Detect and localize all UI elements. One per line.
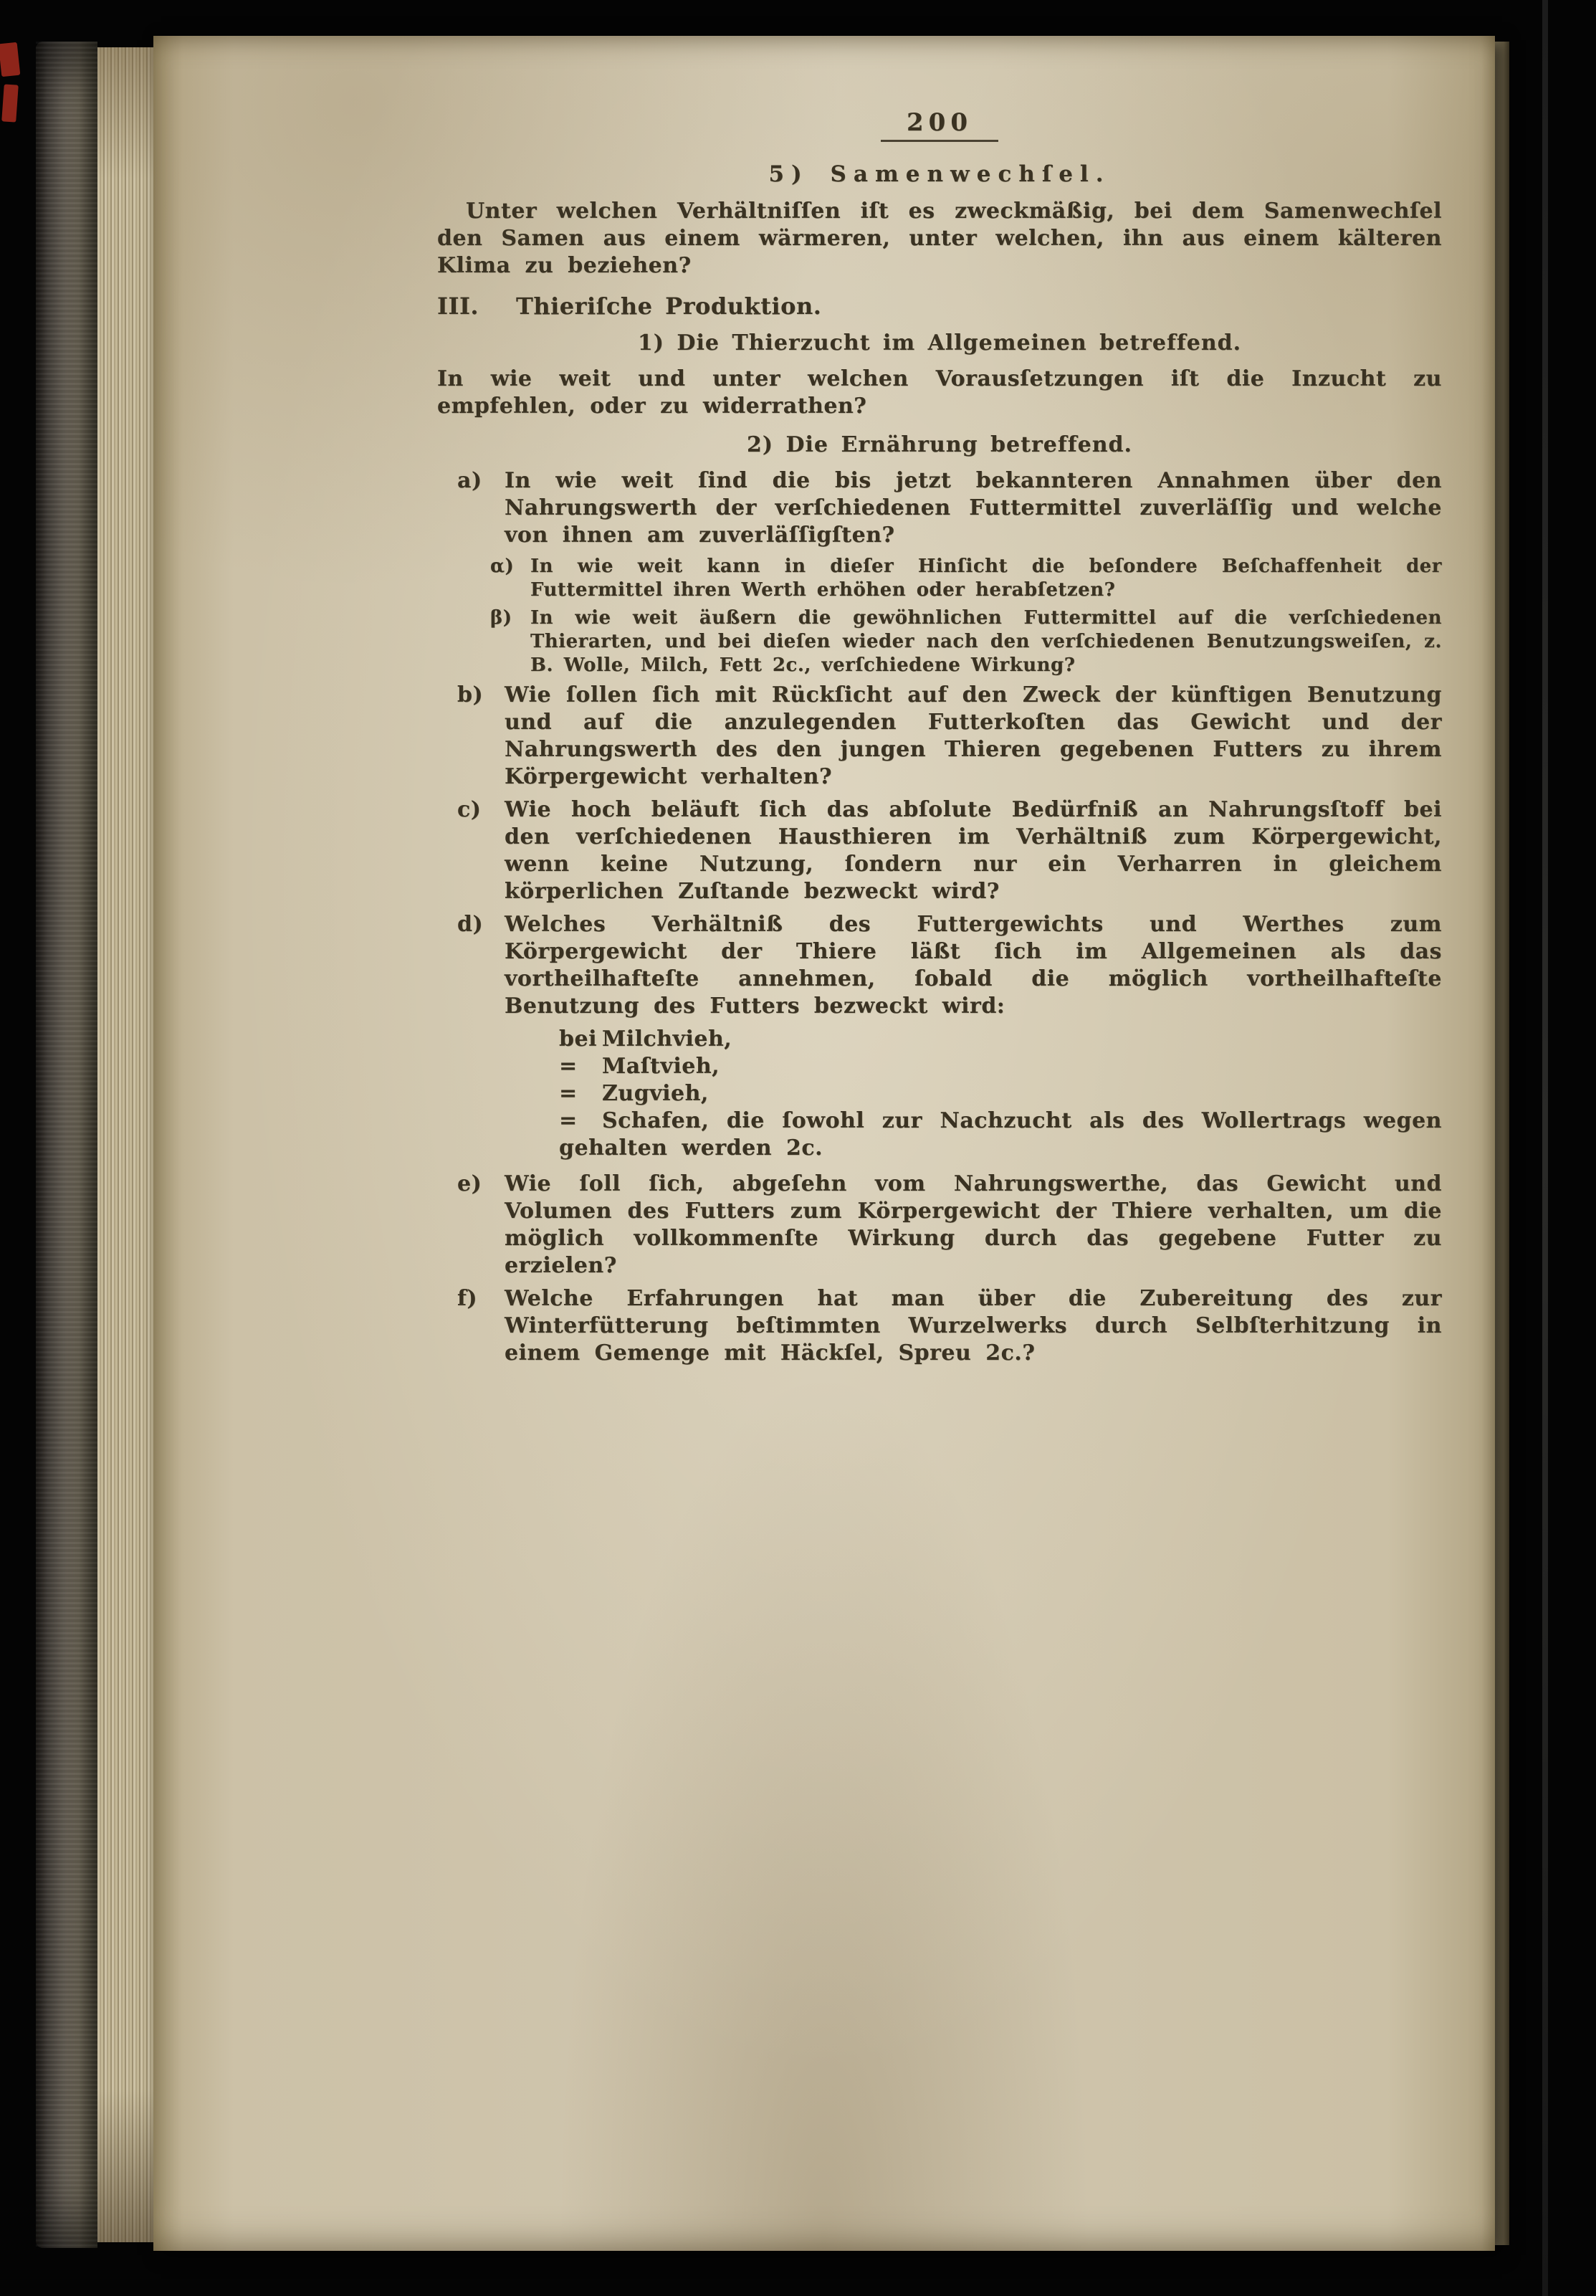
paragraph-inzucht: In wie weit und unter welchen Vorausſetzungen iſt die Inzucht zu empfehlen, oder zu widerrathen? xyxy=(437,366,1442,419)
list-label-ditto-1: = xyxy=(559,1054,578,1079)
item-text-alpha: In wie weit kann in dieſer Hinſicht die beſondere Beſchaffenheit der Futtermittel ihren Werth erhöhen oder herabſetzen? xyxy=(530,556,1442,601)
question-item-b xyxy=(437,682,1442,791)
list-text-mastvieh: Maſtvieh, xyxy=(602,1054,720,1079)
under-page-edge xyxy=(1495,42,1509,2245)
question-item-alpha xyxy=(437,555,1442,602)
list-item-schafen xyxy=(437,1107,1442,1162)
page-number-row xyxy=(437,109,1442,142)
list-label-bei: bei xyxy=(559,1026,597,1052)
section-title xyxy=(437,292,1442,320)
page-text-block xyxy=(437,109,1442,1373)
question-item-f xyxy=(437,1285,1442,1367)
list-label-ditto-2: = xyxy=(559,1081,578,1106)
item-text-e: Wie ſoll ſich, abgeſehn vom Nahrungswerthe, das Gewicht und Volumen des Futters zum Körpergewicht der Thiere verhalten, um die möglich vollkommenſte Wirkung durch das gegebene Futter zu erzielen? xyxy=(505,1171,1442,1278)
item-text-f: Welche Erfahrungen hat man über die Zubereitung des zur Winterfütterung beſtimmten Wurzelwerks durch Selbſterhitzung in einem Gemenge mit Häckſel, Spreu 2c.? xyxy=(505,1286,1442,1366)
list-text-schafen: Schafen, die ſowohl zur Nachzucht als des Wollertrags wegen gehalten werden 2c. xyxy=(559,1108,1442,1161)
item-label-c: c) xyxy=(457,797,482,822)
item-text-c: Wie hoch beläuft ſich das abſolute Bedürfniß an Nahrungsſtoff bei den verſchiedenen Hausthieren im Verhältniß zum Körpergewicht, wenn keine Nutzung, ſondern nur ein Verharren in gleichem körperlichen Zuſtande bezweckt wird? xyxy=(505,797,1442,904)
item-label-d: d) xyxy=(457,912,484,937)
list-label-ditto-3: = xyxy=(559,1108,578,1133)
list-text-milchvieh: Milchvieh, xyxy=(602,1026,732,1052)
item-label-alpha: α) xyxy=(490,556,515,577)
item-label-f: f) xyxy=(457,1286,478,1311)
page-number: 200 xyxy=(881,109,998,142)
scan-background-streak xyxy=(1542,0,1548,2296)
red-edge-mark-1 xyxy=(0,42,20,77)
list-item-zugvieh xyxy=(437,1080,1442,1107)
list-text-zugvieh: Zugvieh, xyxy=(602,1081,709,1106)
question-item-a xyxy=(437,467,1442,549)
subheading-thierzucht: 1) Die Thierzucht im Allgemeinen betreffend. xyxy=(637,330,1242,356)
item-label-b: b) xyxy=(457,682,484,708)
page-stack-edge xyxy=(97,47,153,2242)
question-item-e xyxy=(437,1171,1442,1280)
item-text-beta: In wie weit äußern die gewöhnlichen Futtermittel auf die verſchiedenen Thierarten, und bei dieſen wieder nach den verſchiedenen Benutzungsweiſen, z. B. Wolle, Milch, Fett 2c., verſchiedene Wirkung? xyxy=(530,607,1442,676)
red-edge-mark-2 xyxy=(1,84,19,122)
item-text-b: Wie ſollen ſich mit Rückſicht auf den Zweck der künftigen Benutzung und auf die anzulegenden Futterkoſten das Gewicht und der Nahrungswerth des den jungen Thieren gegebenen Futters zu ihrem Körpergewicht verhalten? xyxy=(505,682,1442,789)
section-numeral: III. xyxy=(437,292,479,320)
paragraph-samenwechsel: Unter welchen Verhältniſſen iſt es zweckmäßig, bei dem Samenwechſel den Samen aus einem wärmeren, unter welchen, ihn aus einem kälteren Klima zu beziehen? xyxy=(437,199,1442,278)
item-label-e: e) xyxy=(457,1171,482,1196)
list-item-mastvieh xyxy=(437,1053,1442,1080)
item-text-d: Welches Verhältniß des Futtergewichts und Werthes zum Körpergewicht der Thiere läßt ſich im Allgemeinen als das vortheilhafteſte annehmen, ſobald die möglich vortheilhafteſte Benutzung des Futters bezweckt wird: xyxy=(505,912,1442,1019)
question-item-d xyxy=(437,911,1442,1020)
item-text-a: In wie weit ſind die bis jetzt bekannteren Annahmen über den Nahrungswerth der verſchiedenen Futtermittel zuverläſſig und welche von ihnen am zuverläſſigſten? xyxy=(505,468,1442,548)
cattle-type-list xyxy=(437,1026,1442,1162)
heading-samenwechsel: 5) Samenwechſel. xyxy=(768,161,1111,187)
book-spine-edge xyxy=(36,42,97,2248)
question-item-beta xyxy=(437,606,1442,677)
subheading-ernaehrung: 2) Die Ernährung betreffend. xyxy=(747,432,1132,457)
item-label-a: a) xyxy=(457,468,482,493)
list-item-milchvieh xyxy=(437,1026,1442,1053)
question-item-c xyxy=(437,796,1442,905)
section-name: Thieriſche Produktion. xyxy=(516,292,822,320)
item-label-beta: β) xyxy=(490,607,512,629)
book-page xyxy=(153,36,1495,2251)
